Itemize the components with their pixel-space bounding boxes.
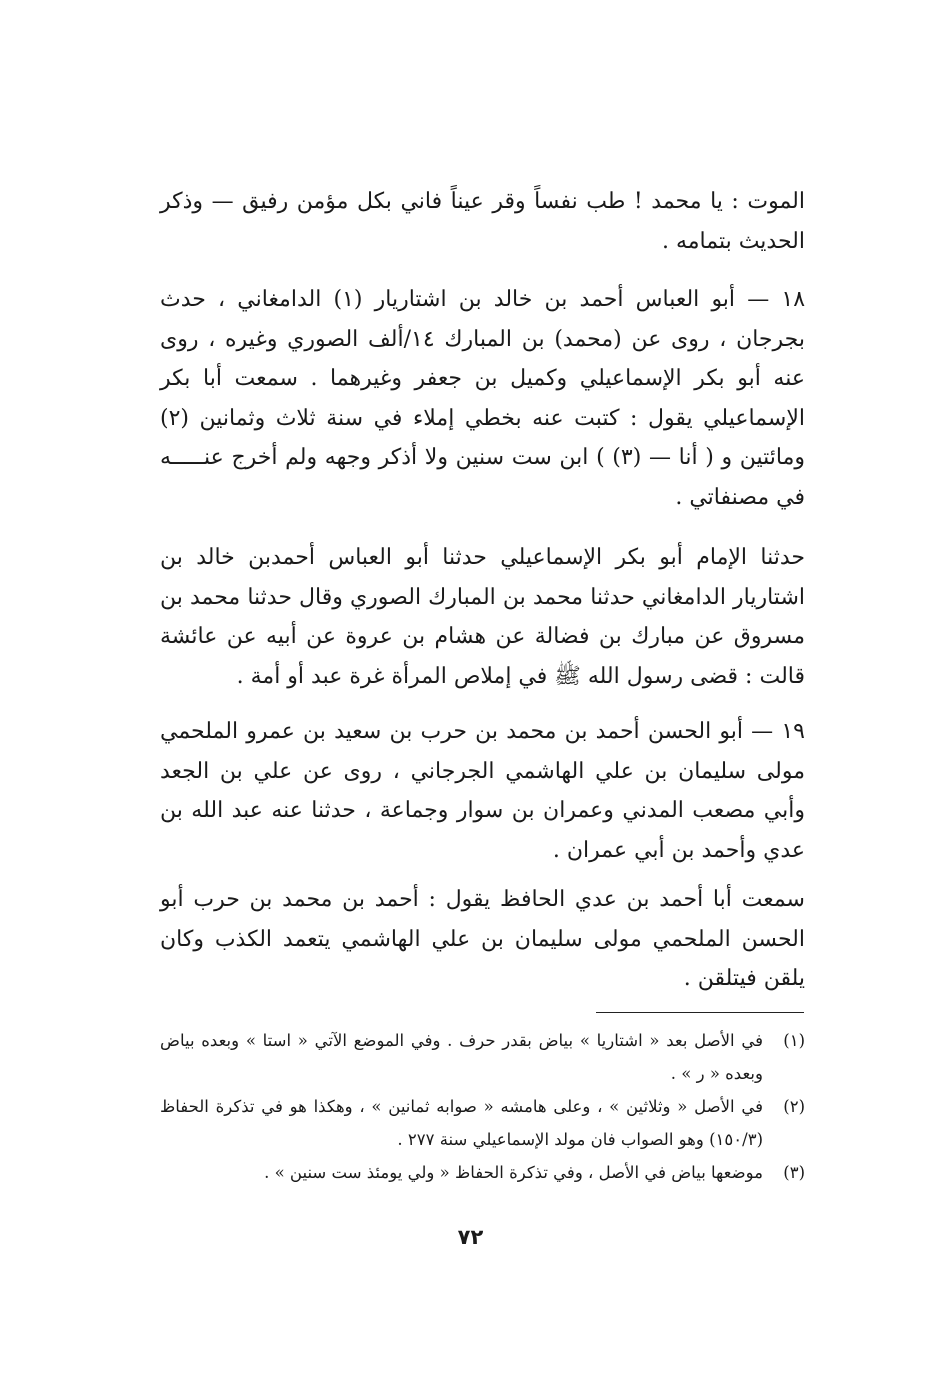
footnote-1 xyxy=(160,1024,805,1090)
footnote-divider xyxy=(596,1012,804,1013)
paragraph-ibn-adi-statement xyxy=(160,880,805,999)
footnote-text: في الأصل بعد « اشتاريا » بياض بقدر حرف . وفي الموضع الآتي « استا » وبعده بياض وبعده « ر » . xyxy=(160,1031,763,1083)
page-number: ٧٢ xyxy=(457,1225,484,1249)
paragraph-hadith-isnad xyxy=(160,538,805,696)
paragraph-entry-19 xyxy=(160,712,805,870)
paragraph-hadith-ending xyxy=(160,182,805,261)
footnote-text: موضعها بياض في الأصل ، وفي تذكرة الحفاظ « ولي يومئذ ست سنين » . xyxy=(264,1163,763,1182)
paragraph-text: ١٨ — أبو العباس أحمد بن خالد بن اشتاريار (١) الدامغاني ، حدث بجرجان ، روى عن (محمد) بن المبارك ١٤/ألف الصوري وغيره ، روى عنه أبو بكر الإسماعيلي وكميل بن جعفر وغيرهما . سمعت أبا بكر الإسماعيلي يقول : كتبت عنه بخطي إملاء في سنة ثلاث وثمانين (٢) ومائتين و ( أنا — (٣) ) ابن ست سنين ولا أذكر وجهه ولم أخرج عنـــــه في مصنفاتي . xyxy=(160,287,806,510)
footnote-number: (٢) xyxy=(783,1097,805,1116)
footnote-number: (٣) xyxy=(783,1163,805,1182)
footnote-text: في الأصل « وثلاثين » ، وعلى هامشه « صوابه ثمانين » ، وهكذا هو في تذكرة الحفاظ (١٥٠/٣) وهو الصواب فان مولد الإسماعيلي سنة ٢٧٧ . xyxy=(160,1097,763,1149)
paragraph-entry-18 xyxy=(160,280,805,517)
paragraph-text: الموت : يا محمد ! طب نفساً وقر عيناً فاني بكل مؤمن رفيق — وذكر الحديث بتمامه . xyxy=(160,189,805,254)
paragraph-text: حدثنا الإمام أبو بكر الإسماعيلي حدثنا أبو العباس أحمدبن خالد بن اشتاريار الدامغاني حدثنا محمد بن المبارك الصوري وقال حدثنا محمد بن مسروق عن مبارك بن فضالة عن هشام بن عروة عن أبيه عن عائشة قالت : قضى رسول الله ﷺ في إملاص المرأة غرة عبد أو أمة . xyxy=(160,545,805,689)
footnote-number: (١) xyxy=(783,1031,805,1050)
paragraph-text: ١٩ — أبو الحسن أحمد بن محمد بن حرب بن سعيد بن عمرو الملحمي مولى سليمان بن علي الهاشمي الجرجاني ، روى عن علي بن الجعد وأبي مصعب المدني وعمران بن سوار وجماعة ، حدثنا عنه عبد الله بن عدي وأحمد بن أبي عمران . xyxy=(160,719,805,863)
paragraph-text: سمعت أبا أحمد بن عدي الحافظ يقول : أحمد بن محمد بن حرب أبو الحسن الملحمي مولى سليمان بن علي الهاشمي يتعمد الكذب وكان يلقن فيتلقن . xyxy=(160,887,805,991)
footnote-2 xyxy=(160,1090,805,1156)
footnotes xyxy=(160,1024,805,1189)
footnote-3 xyxy=(160,1156,805,1189)
